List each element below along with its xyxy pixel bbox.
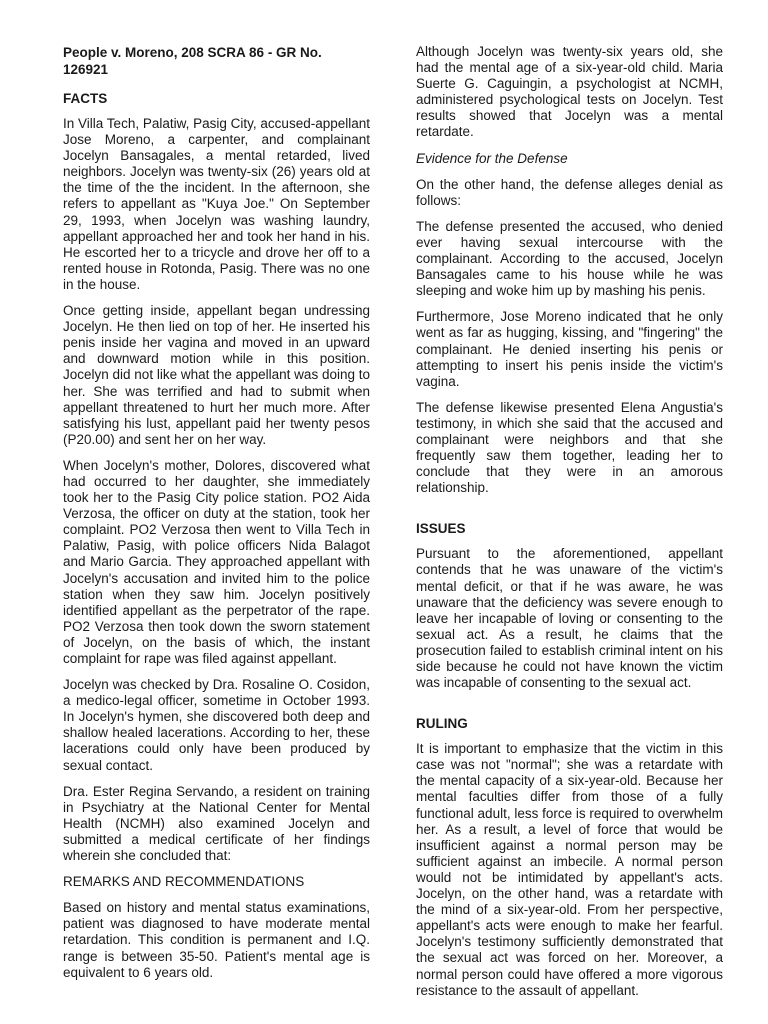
case-title: People v. Moreno, 208 SCRA 86 - GR No. 126921 xyxy=(63,45,322,77)
issues-heading: ISSUES xyxy=(416,521,466,537)
remarks-heading: REMARKS AND RECOMMENDATIONS xyxy=(63,874,305,890)
intro-paragraph: Although Jocelyn was twenty-six years old, she had the mental age of a six-year-old child. Maria Suerte G. Caguingin, a psychologist at NCMH, administered psychological tests on Jocelyn. Test results showed that Jocelyn was a mental retardate. xyxy=(416,44,723,140)
defense-paragraph-1: On the other hand, the defense alleges denial as follows: xyxy=(416,176,723,208)
facts-heading: FACTS xyxy=(63,91,108,106)
ruling-paragraph: It is important to emphasize that the victim in this case was not "normal"; she was a retardate with the mental capacity of a six-year-old. Because her mental faculties differ from those of a fully functional adult, less force is required to overwhelm her. As a result, a level of force that would be insufficient against a normal person may be sufficient against an imbecile. A normal person would not be intimidated by appellant's acts. Jocelyn, on the other hand, was a retardate with the mind of a six-year-old. From her perspective, appellant's acts were enough to make her fearful. Jocelyn's testimony sufficiently demonstrated that the sexual act was forced on her. Moreover, a normal person could have offered a more vigorous resistance to the assault of appellant. xyxy=(416,741,723,998)
facts-paragraph-3: When Jocelyn's mother, Dolores, discovered what had occurred to her daughter, she immediately took her to the Pasig City police station. PO2 Aida Verzosa, the officer on duty at the station, took her complaint. PO2 Verzosa then went to Villa Tech in Palatiw, Pasig, with police officers Nida Balagot and Mario Garcia. They approached appellant with Jocelyn's accusation and invited him to the police station when they saw him. Jocelyn positively identified appellant as the perpetrator of the rape. PO2 Verzosa then took down the sworn statement of Jocelyn, on the basis of which, the instant complaint for rape was filed against appellant. xyxy=(63,457,370,666)
ruling-heading: RULING xyxy=(416,716,468,732)
facts-paragraph-1: In Villa Tech, Palatiw, Pasig City, accused-appellant Jose Moreno, a carpenter, and complainant Jocelyn Bansagales, a mental retarded, lived neighbors. Jocelyn was twenty-six (26) years old at the time of the the incident. In the afternoon, she refers to appellant as "Kuya Joe." On September 29, 1993, when Jocelyn was washing laundry, appellant approached her and took her hand in his. He escorted her to a tricycle and drove her off to a rented house in Rotonda, Pasig. There was no one in the house. xyxy=(63,116,370,292)
defense-paragraph-4: The defense likewise presented Elena Angustia's testimony, in which she said that the accused and complainant were neighbors and that she frequently saw them together, leading her to conclude that they were in an amorous relationship. xyxy=(416,399,723,496)
remarks-paragraph: Based on history and mental status examinations, patient was diagnosed to have moderate mental retardation. This condition is permanent and I.Q. range is between 35-50. Patient's mental age is equivalent to 6 years old. xyxy=(63,900,370,980)
defense-heading: Evidence for the Defense xyxy=(416,150,568,166)
facts-paragraph-5: Dra. Ester Regina Servando, a resident on training in Psychiatry at the National Center for Mental Health (NCMH) also examined Jocelyn and submitted a medical certificate of her findings wherein she concluded that: xyxy=(63,783,370,864)
facts-paragraph-2: Once getting inside, appellant began undressing Jocelyn. He then lied on top of her. He inserted his penis inside her vagina and moved in an upward and downward motion while in this position. Jocelyn did not like what the appellant was doing to her. She was terrified and had to submit when appellant threatened to hurt her much more. After satisfying his lust, appellant paid her twenty pesos (P20.00) and sent her on her way. xyxy=(63,303,370,447)
left-column xyxy=(63,44,370,991)
defense-paragraph-3: Furthermore, Jose Moreno indicated that he only went as far as hugging, kissing, and "fingering" the complainant. He denied inserting his penis or attempting to insert his penis inside the victim's vagina. xyxy=(416,309,723,389)
issues-paragraph: Pursuant to the aforementioned, appellant contends that he was unaware of the victim's mental deficit, or that if he was aware, he was unaware that the deficiency was severe enough to leave her incapable of loving or consenting to the sexual act. As a result, he claims that the prosecution failed to establish criminal intent on his side because he could not have known the victim was incapable of consenting to the sexual act. xyxy=(416,546,723,691)
facts-paragraph-4: Jocelyn was checked by Dra. Rosaline O. Cosidon, a medico-legal officer, sometime in October 1993. In Jocelyn's hymen, she discovered both deep and shallow healed lacerations. According to her, these lacerations could only have been produced by sexual contact. xyxy=(63,677,370,773)
defense-paragraph-2: The defense presented the accused, who denied ever having sexual intercourse with the complainant. According to the accused, Jocelyn Bansagales came to his house while he was sleeping and woke him up by mashing his penis. xyxy=(416,218,723,299)
right-column xyxy=(416,44,723,1009)
